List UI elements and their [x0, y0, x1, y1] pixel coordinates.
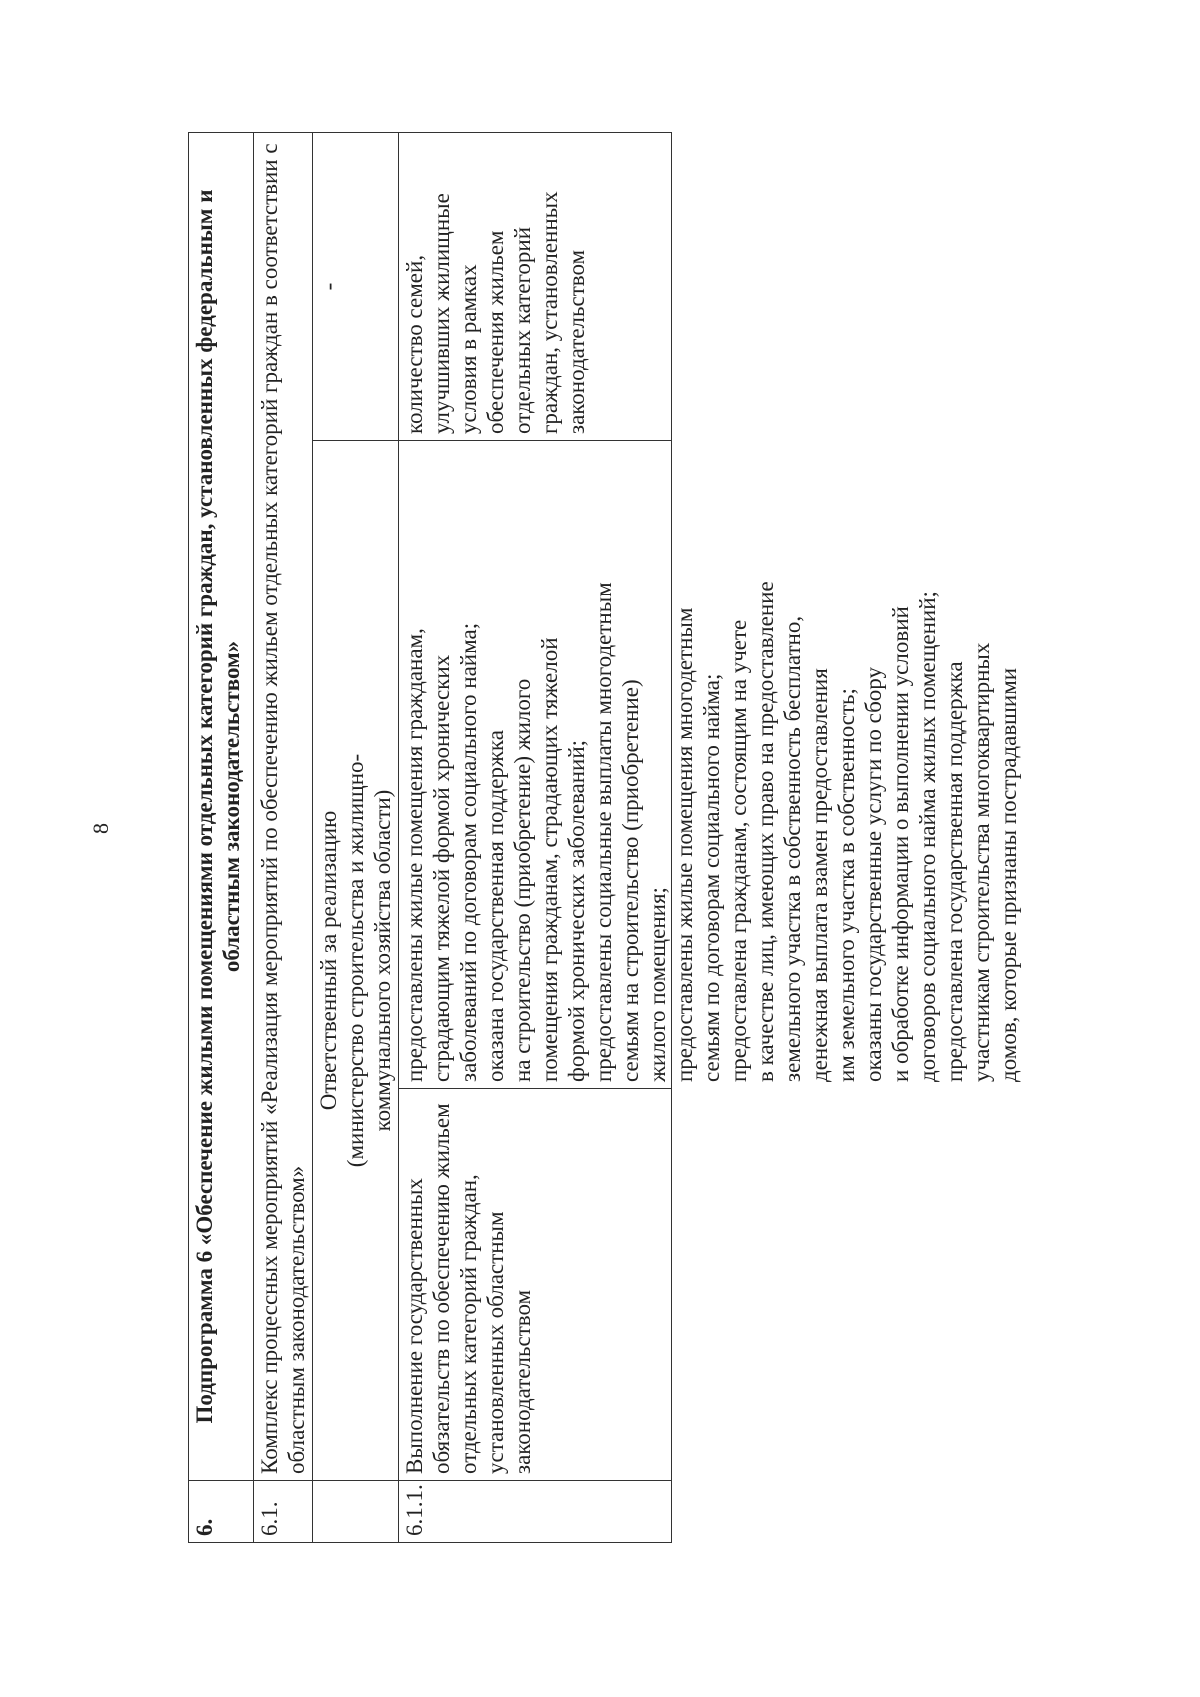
result-line: страдающим тяжелой формой хронических	[429, 654, 454, 1082]
subprogram-row	[189, 132, 254, 1542]
complex-row	[254, 132, 313, 1542]
empty-cell	[313, 1481, 399, 1543]
result-line: семьям по договорам социального найма;	[699, 673, 724, 1082]
responsible-org-line-2: коммунального хозяйства области)	[370, 789, 395, 1132]
result-line: в качестве лиц, имеющих право на предоставление	[753, 581, 778, 1082]
indicator-cell	[399, 132, 672, 440]
indicator-line: условия в рамках	[456, 264, 481, 434]
result-line: заболеваний по договорам социального найма;	[456, 622, 481, 1082]
responsible-row	[313, 132, 399, 1542]
indicator-line: граждан, установленных	[537, 191, 562, 434]
subprogram-title: Подпрограмма 6 «Обеспечение жилыми помещениями отдельных категорий граждан, установленных федеральным и областным законодательством»	[189, 132, 254, 1480]
program-table	[188, 132, 1021, 1543]
result-line: предоставлены социальные выплаты многодетным	[591, 582, 616, 1082]
complex-number: 6.1.	[254, 1481, 313, 1543]
responsible-cell	[313, 441, 399, 1481]
result-line: помещения гражданам, страдающих тяжелой	[537, 637, 562, 1082]
result-line: предоставлены жилые помещения многодетным	[672, 607, 697, 1082]
task-name: Выполнение государственных обязательств по обеспечению жильем отдельных категорий граждан, установленных областным законодательством	[399, 1089, 672, 1481]
responsible-label: Ответственный за реализацию	[316, 810, 341, 1111]
task-results	[399, 441, 1021, 1089]
result-line: предоставлена гражданам, состоящим на учете	[726, 619, 751, 1082]
result-line: формой хронических заболеваний;	[564, 739, 589, 1082]
result-line: предоставлена государственная поддержка	[942, 661, 967, 1082]
results-list	[401, 447, 1021, 1082]
complex-title: Комплекс процессных мероприятий «Реализация мероприятий по обеспечению жильем отдельных категорий граждан в соответствии с областным законодательством»	[254, 132, 313, 1480]
result-line: на строительство (приобретение) жилого	[510, 678, 535, 1082]
indicator-line: обеспечения жильем	[483, 230, 508, 434]
rotated-page	[188, 133, 1073, 1543]
result-line: договоров социального найма жилых помещений;	[915, 591, 940, 1082]
result-line: денежная выплата взамен предоставления	[807, 668, 832, 1082]
indicator-line: количество семей,	[402, 254, 427, 434]
result-line: семьям на строительство (приобретение)	[618, 679, 643, 1082]
result-line: оказаны государственные услуги по сбору	[861, 667, 886, 1082]
indicator-line: улучшивших жилищные	[429, 193, 454, 434]
indicator-line: отдельных категорий	[510, 226, 535, 434]
result-line: оказана государственная поддержка	[483, 730, 508, 1082]
subprogram-number: 6.	[189, 1481, 254, 1543]
result-line: жилого помещения;	[645, 887, 670, 1082]
result-line: им земельного участка в собственность;	[834, 688, 859, 1082]
task-row	[399, 132, 672, 1542]
page-number: 8	[88, 823, 113, 834]
result-line: участникам строительства многоквартирных	[969, 642, 994, 1082]
result-line: домов, которые признаны пострадавшими	[996, 667, 1021, 1082]
responsible-org-line-1: (министерство строительства и жилищно-	[343, 753, 368, 1168]
result-line: земельного участка в собственность бесплатно,	[780, 615, 805, 1082]
result-line: предоставлены жилые помещения гражданам,	[402, 628, 427, 1082]
task-number: 6.1.1.	[399, 1481, 672, 1543]
responsible-dash: -	[313, 132, 399, 440]
result-line: и обработке информации о выполнении условий	[888, 606, 913, 1082]
indicator-line: законодательством	[564, 249, 589, 434]
